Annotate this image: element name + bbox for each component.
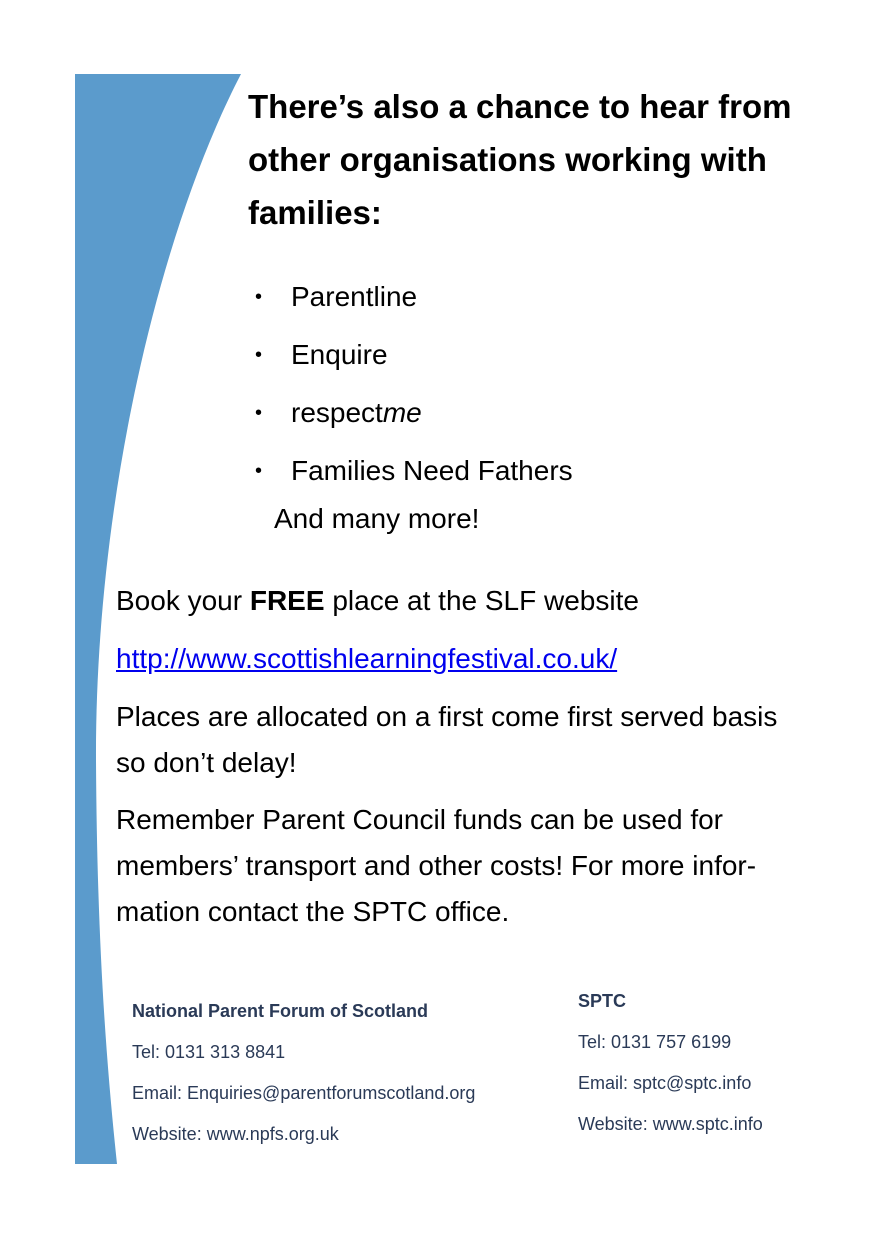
organisation-list bbox=[250, 268, 573, 500]
booking-text bbox=[116, 578, 796, 624]
sptc-name: SPTC bbox=[578, 991, 627, 1011]
organisation-name: Families Need Fathers bbox=[291, 455, 573, 486]
bullet-icon: • bbox=[255, 402, 263, 424]
npfs-name: National Parent Forum of Scotland bbox=[132, 1001, 429, 1021]
bullet-icon: • bbox=[255, 460, 263, 482]
npfs-tel: Tel: 0131 313 8841 bbox=[132, 1042, 286, 1062]
page-heading: There’s also a chance to hear from other organisations working with families: bbox=[248, 88, 792, 231]
list-item bbox=[250, 384, 573, 442]
booking-free: FREE bbox=[249, 585, 325, 616]
list-item bbox=[250, 268, 573, 326]
sptc-contact-block bbox=[578, 981, 763, 1145]
and-many-more-text: And many more! bbox=[274, 503, 480, 534]
sptc-email: Email: sptc@sptc.info bbox=[578, 1073, 752, 1093]
sptc-website: Website: www.sptc.info bbox=[578, 1114, 763, 1134]
bullet-icon: • bbox=[255, 286, 263, 308]
list-item bbox=[250, 326, 573, 384]
booking-prefix: Book your bbox=[116, 585, 250, 616]
slf-website-link[interactable]: http://www.scottishlearningfestival.co.uk/ bbox=[116, 643, 618, 674]
npfs-website: Website: www.npfs.org.uk bbox=[132, 1124, 339, 1144]
organisation-name-emphasis: me bbox=[382, 397, 422, 428]
bullet-icon: • bbox=[255, 344, 263, 366]
organisation-name: Enquire bbox=[291, 339, 388, 370]
npfs-contact-block bbox=[132, 991, 475, 1155]
npfs-email: Email: Enquiries@parentforumscotland.org bbox=[132, 1083, 476, 1103]
organisation-name: Parentline bbox=[291, 281, 418, 312]
places-notice: Places are allocated on a first come first served basis so don’t delay! bbox=[116, 701, 778, 778]
booking-suffix: place at the SLF website bbox=[324, 585, 639, 616]
sptc-tel: Tel: 0131 757 6199 bbox=[578, 1032, 732, 1052]
organisation-name: respect bbox=[291, 397, 383, 428]
list-item bbox=[250, 442, 573, 500]
funding-notice: Remember Parent Council funds can be used for members’ transport and other costs! For more infor-mation contact the SPTC office. bbox=[116, 804, 757, 927]
